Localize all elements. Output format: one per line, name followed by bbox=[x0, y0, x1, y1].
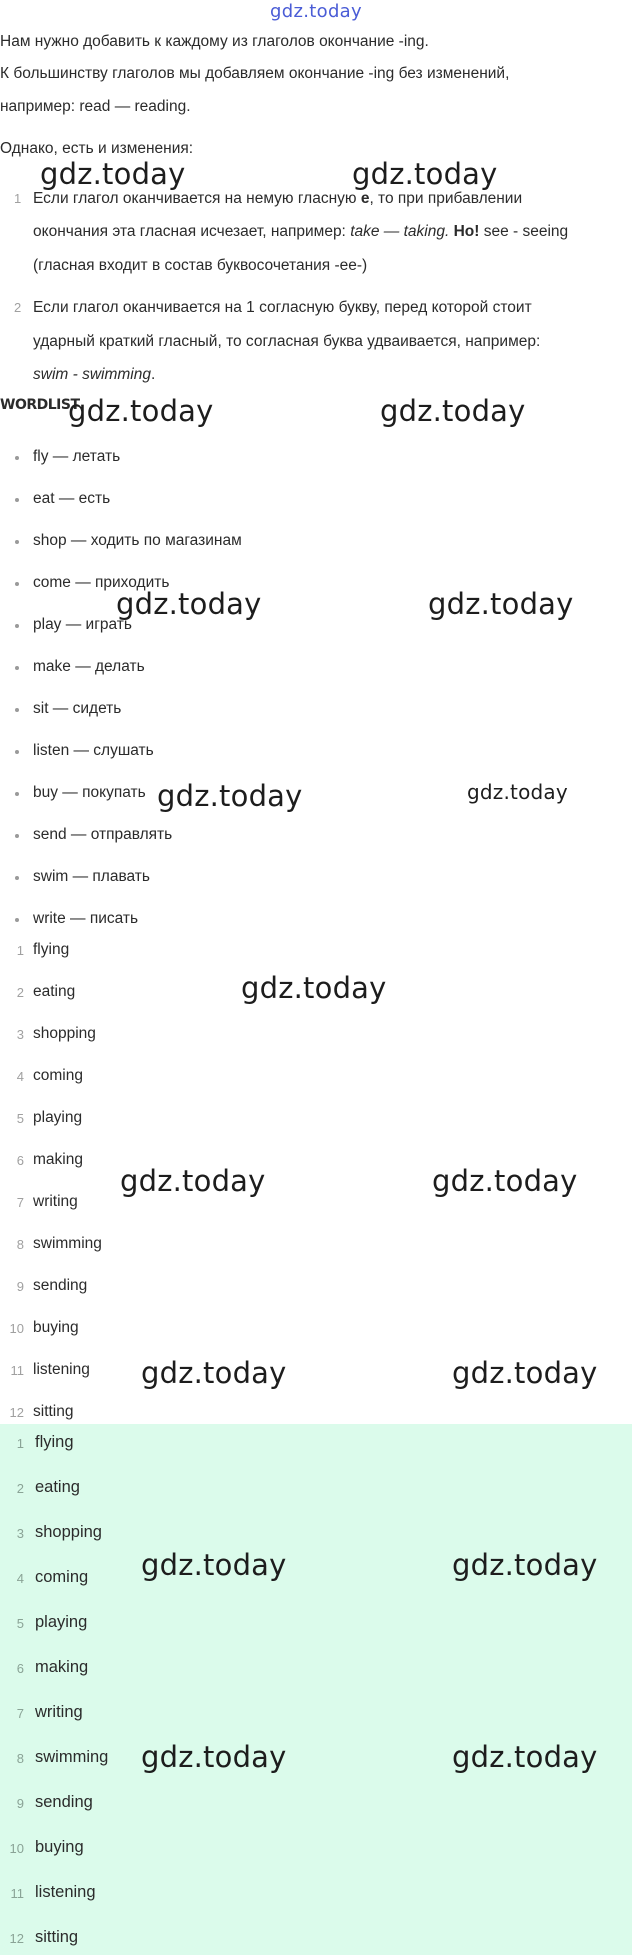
wordlist-heading: WORDLIST bbox=[0, 397, 80, 413]
bullet-icon bbox=[15, 918, 19, 922]
answer-number: 9 bbox=[16, 1796, 24, 1811]
rule-number: 1 bbox=[14, 191, 22, 206]
answer-word: sending bbox=[33, 1277, 88, 1294]
intro-line-1: Нам нужно добавить к каждому из глаголов окончание -ing. bbox=[0, 33, 429, 50]
answer-number: 3 bbox=[16, 1526, 24, 1541]
watermark: gdz.today bbox=[120, 1164, 266, 1198]
answer-number: 8 bbox=[16, 1751, 24, 1766]
wordlist-item: listen — слушать bbox=[33, 742, 154, 759]
rule-1-line-3: (гласная входит в состав буквосочетания -ее-) bbox=[33, 257, 368, 274]
bullet-icon bbox=[15, 540, 19, 544]
bullet-icon bbox=[15, 876, 19, 880]
answer-word: writing bbox=[35, 1703, 83, 1721]
answer-word: flying bbox=[33, 941, 70, 958]
answer-number: 4 bbox=[16, 1069, 24, 1084]
rule-1-line-1: Если глагол оканчивается на немую гласную е, то при прибавлении bbox=[33, 190, 523, 207]
wordlist-item: swim — плавать bbox=[33, 868, 150, 885]
answer-number: 8 bbox=[16, 1237, 24, 1252]
answer-word: playing bbox=[35, 1613, 88, 1631]
wordlist-item: come — приходить bbox=[33, 574, 170, 591]
answer-number: 2 bbox=[16, 985, 24, 1000]
wordlist-item: send — отправлять bbox=[33, 826, 173, 843]
answer-number: 5 bbox=[16, 1111, 24, 1126]
watermark: gdz.today bbox=[452, 1548, 598, 1582]
wordlist-item: eat — есть bbox=[33, 490, 111, 507]
answer-word: sending bbox=[35, 1793, 93, 1811]
watermark: gdz.today bbox=[380, 394, 526, 428]
answer-number: 10 bbox=[9, 1841, 24, 1856]
answer-word: swimming bbox=[33, 1235, 102, 1252]
answer-number: 9 bbox=[16, 1279, 24, 1294]
answer-word: writing bbox=[33, 1193, 78, 1210]
watermark: gdz.today bbox=[40, 157, 186, 191]
answer-word: coming bbox=[35, 1568, 89, 1586]
answer-word: eating bbox=[35, 1478, 80, 1496]
site-logo[interactable]: gdz.today bbox=[270, 1, 362, 22]
answer-word: listening bbox=[35, 1883, 96, 1901]
bullet-icon bbox=[15, 666, 19, 670]
answer-number: 4 bbox=[16, 1571, 24, 1586]
answer-number: 6 bbox=[16, 1153, 24, 1168]
rule-2-line-2: ударный краткий гласный, то согласная буква удваивается, например: bbox=[33, 333, 541, 350]
watermark: gdz.today bbox=[467, 780, 568, 804]
watermark: gdz.today bbox=[141, 1356, 287, 1390]
wordlist-item: write — писать bbox=[33, 910, 139, 927]
bullet-icon bbox=[15, 792, 19, 796]
answer-number: 3 bbox=[16, 1027, 24, 1042]
answer-number: 10 bbox=[9, 1321, 24, 1336]
watermark: gdz.today bbox=[352, 157, 498, 191]
bullet-icon bbox=[15, 498, 19, 502]
answer-number: 11 bbox=[10, 1363, 24, 1378]
answer-number: 7 bbox=[16, 1706, 24, 1721]
answer-word: buying bbox=[33, 1319, 79, 1336]
answer-word: eating bbox=[33, 983, 76, 1000]
answer-number: 12 bbox=[9, 1405, 24, 1420]
bullet-icon bbox=[15, 582, 19, 586]
watermark: gdz.today bbox=[452, 1740, 598, 1774]
wordlist-item: sit — сидеть bbox=[33, 700, 122, 717]
wordlist-item: fly — летать bbox=[33, 448, 121, 465]
intro-line-3: например: read — reading. bbox=[0, 98, 191, 115]
wordlist-item: buy — покупать bbox=[33, 784, 146, 801]
intro-line-2: К большинству глаголов мы добавляем окончание -ing без изменений, bbox=[0, 65, 510, 82]
rule-number: 2 bbox=[14, 300, 22, 315]
answer-panel bbox=[0, 1424, 632, 1955]
wordlist-item: make — делать bbox=[33, 658, 145, 675]
answer-word: making bbox=[33, 1151, 83, 1168]
answer-number: 6 bbox=[16, 1661, 24, 1676]
watermark: gdz.today bbox=[428, 587, 574, 621]
answer-number: 1 bbox=[16, 943, 24, 958]
answer-word: playing bbox=[33, 1109, 83, 1126]
answer-word: buying bbox=[35, 1838, 84, 1856]
answer-word: sitting bbox=[35, 1928, 79, 1946]
bullet-icon bbox=[15, 456, 19, 460]
watermark: gdz.today bbox=[116, 587, 262, 621]
watermark: gdz.today bbox=[141, 1548, 287, 1582]
rule-2-line-3: swim - swimming. bbox=[33, 366, 156, 383]
bullet-icon bbox=[15, 834, 19, 838]
watermark: gdz.today bbox=[68, 394, 214, 428]
answer-number: 5 bbox=[16, 1616, 24, 1631]
answer-word: shopping bbox=[35, 1523, 102, 1541]
answer-number: 1 bbox=[16, 1436, 24, 1451]
watermark: gdz.today bbox=[452, 1356, 598, 1390]
answer-number: 7 bbox=[16, 1195, 24, 1210]
answer-word: listening bbox=[33, 1361, 90, 1378]
rule-2-line-1: Если глагол оканчивается на 1 согласную букву, перед которой стоит bbox=[33, 299, 532, 316]
answer-number: 12 bbox=[9, 1931, 24, 1946]
bullet-icon bbox=[15, 624, 19, 628]
watermark: gdz.today bbox=[141, 1740, 287, 1774]
answer-word: swimming bbox=[35, 1748, 109, 1766]
intro-line-4: Однако, есть и изменения: bbox=[0, 140, 194, 157]
answer-word: coming bbox=[33, 1067, 83, 1084]
wordlist-item: shop — ходить по магазинам bbox=[33, 532, 242, 549]
answer-number: 11 bbox=[10, 1886, 24, 1901]
wordlist-item: play — играть bbox=[33, 616, 132, 633]
answer-word: flying bbox=[35, 1433, 74, 1451]
bullet-icon bbox=[15, 708, 19, 712]
watermark: gdz.today bbox=[157, 779, 303, 813]
answer-number: 2 bbox=[16, 1481, 24, 1496]
watermark: gdz.today bbox=[241, 971, 387, 1005]
bullet-icon bbox=[15, 750, 19, 754]
rule-1-line-2: окончания эта гласная исчезает, например: take — taking. Но! see - seeing bbox=[33, 223, 569, 240]
answer-word: making bbox=[35, 1658, 89, 1676]
answer-word: shopping bbox=[33, 1025, 96, 1042]
answer-word: sitting bbox=[33, 1403, 74, 1420]
watermark: gdz.today bbox=[432, 1164, 578, 1198]
